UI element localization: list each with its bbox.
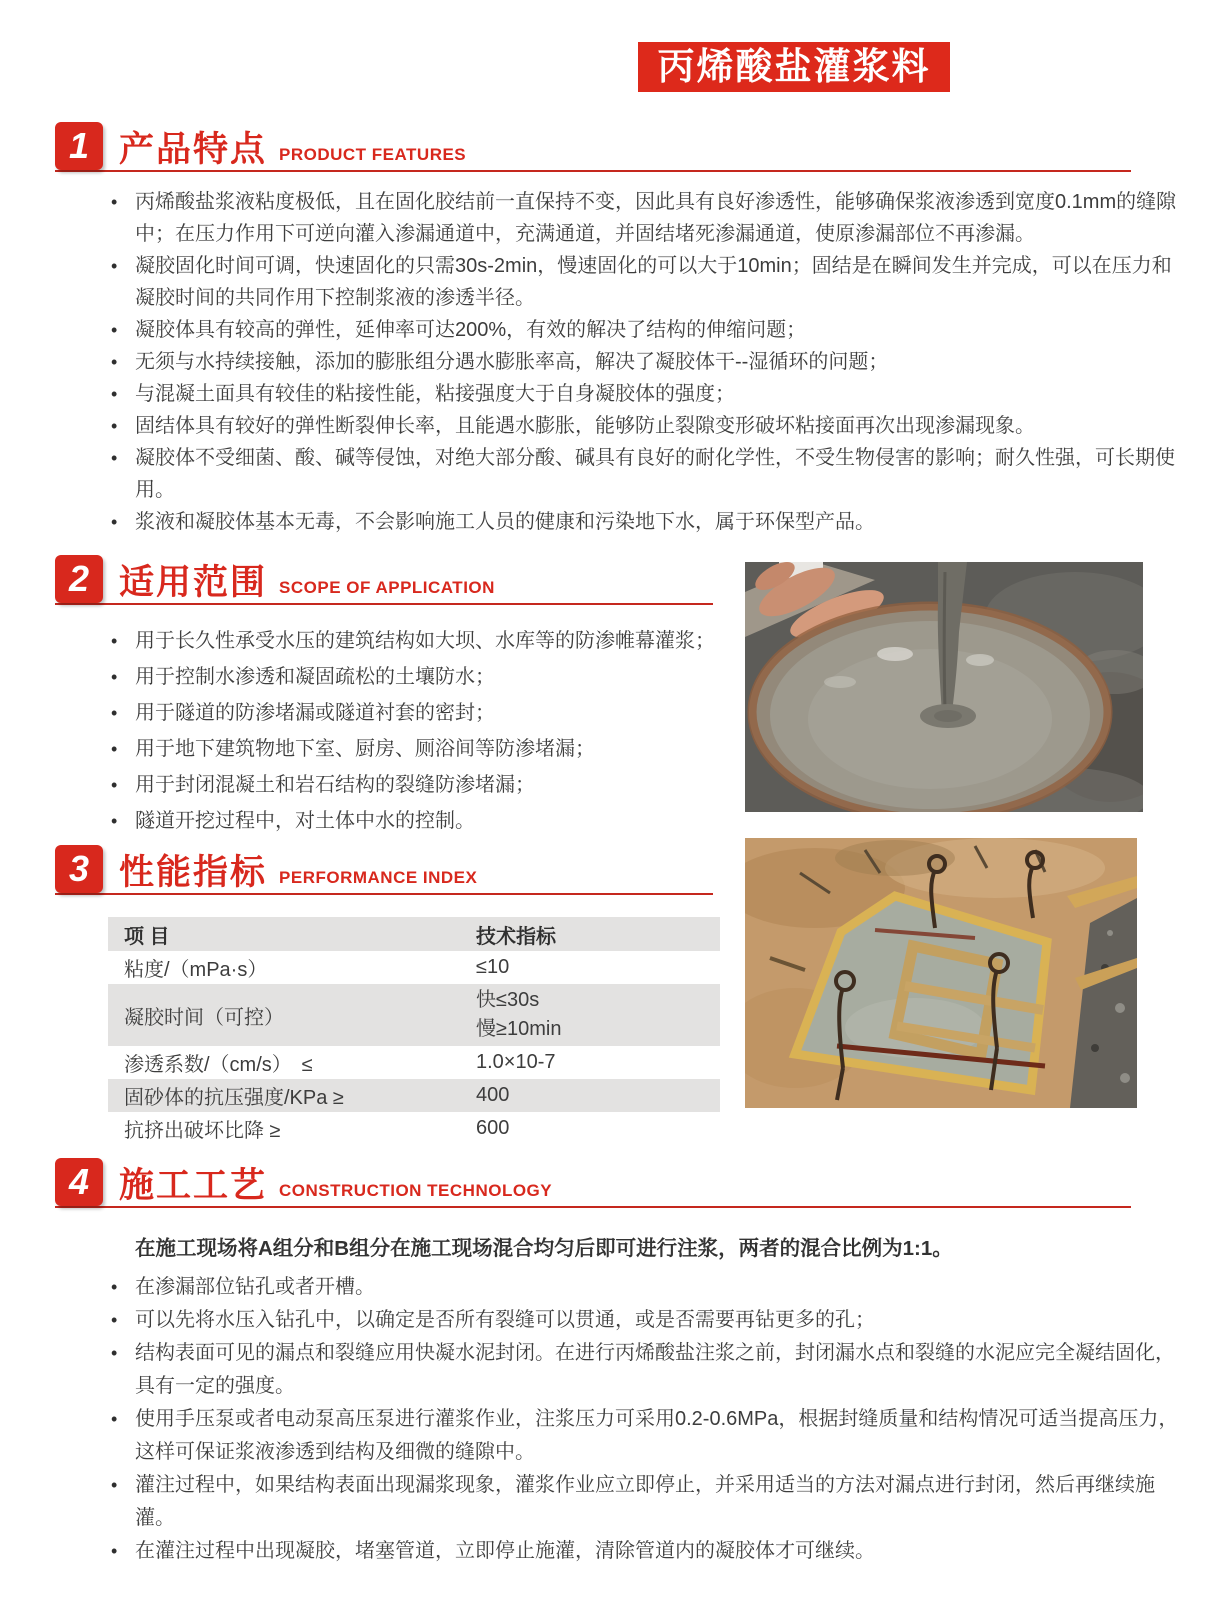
section-title: 产品特点	[119, 130, 268, 169]
spec-value-cell: ≤10	[476, 956, 510, 978]
bullet-item: • 用于长久性承受水压的建筑结构如大坝、水库等的防渗帷幕灌浆；	[55, 623, 735, 659]
spec-value-cell: 600	[476, 1117, 510, 1139]
table-row	[108, 984, 720, 1046]
column-header-value: 技术指标	[460, 917, 720, 951]
section-title: 适用范围	[119, 563, 268, 602]
bullet-item: • 固结体具有较好的弹性断裂伸长率，且能遇水膨胀，能够防止裂隙变形破坏粘接面再次出现渗漏现象。	[55, 410, 1187, 442]
bullet-item: • 无须与水持续接触，添加的膨胀组分遇水膨胀率高，解决了凝胶体干--湿循环的问题；	[55, 346, 1187, 378]
section-product-features	[55, 120, 1177, 538]
section-underline	[55, 893, 713, 895]
section-header	[55, 120, 1145, 170]
section-subtitle: PERFORMANCE INDEX	[279, 868, 478, 887]
section-number-badge: 1	[55, 122, 103, 170]
bullet-item: • 丙烯酸盐浆液粘度极低，且在固化胶结前一直保持不变，因此具有良好渗透性，能够确保浆液渗透到宽度0.1mm的缝隙中；在压力作用下可逆向灌入渗漏通道中，充满通道，并固结堵死渗漏通道，使原渗漏部位不再渗漏。	[55, 186, 1187, 250]
section-header	[55, 1156, 1145, 1206]
table-row	[108, 1079, 720, 1112]
grout-formwork-photo	[745, 838, 1137, 1108]
section-subtitle: SCOPE OF APPLICATION	[279, 578, 495, 597]
section-underline	[55, 170, 1131, 172]
bullet-item: • 用于地下建筑物地下室、厨房、厕浴间等防渗堵漏；	[55, 731, 735, 767]
spec-item-cell: 渗透系数/（cm/s） ≤	[124, 1054, 313, 1076]
feature-list	[55, 186, 1177, 538]
bullet-item: • 用于隧道的防渗堵漏或隧道衬套的密封；	[55, 695, 735, 731]
spec-value-cell	[460, 984, 720, 1046]
construction-step-list	[55, 1271, 1179, 1568]
grout-formwork-photo-art	[745, 838, 1137, 1108]
bullet-item: • 凝胶体不受细菌、酸、碱等侵蚀，对绝大部分酸、碱具有良好的耐化学性，不受生物侵害的影响；耐久性强，可长期使用。	[55, 442, 1187, 506]
section-construction-technology	[55, 1156, 1179, 1568]
bullet-item: • 在渗漏部位钻孔或者开槽。	[55, 1271, 1187, 1304]
bullet-item: • 用于封闭混凝土和岩石结构的裂缝防渗堵漏；	[55, 767, 735, 803]
grout-mixing-photo	[745, 562, 1143, 812]
spec-value-line: 慢≥10min	[476, 1018, 562, 1040]
spec-value-line: 快≤30s	[476, 989, 540, 1011]
section-number-badge: 2	[55, 555, 103, 603]
table-row	[108, 1112, 720, 1145]
table-header-row	[108, 917, 720, 951]
bullet-item: • 浆液和凝胶体基本无毒，不会影响施工人员的健康和污染地下水，属于环保型产品。	[55, 506, 1187, 538]
section-subtitle: CONSTRUCTION TECHNOLOGY	[279, 1181, 553, 1200]
bullet-item: • 在灌注过程中出现凝胶，堵塞管道，立即停止施灌，清除管道内的凝胶体才可继续。	[55, 1535, 1187, 1568]
bullet-item: • 使用手压泵或者电动泵高压泵进行灌浆作业，注浆压力可采用0.2-0.6MPa，根据封缝质量和结构情况可适当提高压力，这样可保证浆液渗透到结构及细微的缝隙中。	[55, 1403, 1187, 1469]
bullet-item: • 结构表面可见的漏点和裂缝应用快凝水泥封闭。在进行丙烯酸盐注浆之前，封闭漏水点和裂缝的水泥应完全凝结固化，具有一定的强度。	[55, 1337, 1187, 1403]
spec-item-cell: 粘度/（mPa·s）	[124, 959, 268, 981]
spec-item-cell: 凝胶时间（可控）	[124, 1006, 284, 1029]
table-row	[108, 1046, 720, 1079]
spec-value-cell: 400	[476, 1084, 510, 1106]
column-header-item: 项 目	[108, 917, 460, 951]
bullet-item: • 可以先将水压入钻孔中，以确定是否所有裂缝可以贯通，或是否需要再钻更多的孔；	[55, 1304, 1187, 1337]
section-number-badge: 4	[55, 1158, 103, 1206]
bullet-item: • 用于控制水渗透和凝固疏松的土壤防水；	[55, 659, 735, 695]
section-underline	[55, 1206, 1131, 1208]
bullet-item: • 灌注过程中，如果结构表面出现漏浆现象，灌浆作业应立即停止，并采用适当的方法对漏点进行封闭，然后再继续施灌。	[55, 1469, 1187, 1535]
table-row	[108, 951, 720, 984]
spec-item-cell: 抗挤出破坏比降 ≥	[124, 1120, 281, 1142]
section-number-badge: 3	[55, 845, 103, 893]
bullet-item: • 与混凝土面具有较佳的粘接性能，粘接强度大于自身凝胶体的强度；	[55, 378, 1187, 410]
performance-table	[108, 917, 720, 1145]
spec-item-cell: 固砂体的抗压强度/KPa ≥	[124, 1087, 344, 1109]
section-underline	[55, 603, 713, 605]
mixing-ratio-note: 在施工现场将A组分和B组分在施工现场混合均匀后即可进行注浆，两者的混合比例为1:1。	[135, 1237, 953, 1260]
spec-value-cell: 1.0×10-7	[476, 1051, 556, 1073]
section-subtitle: PRODUCT FEATURES	[279, 145, 467, 164]
section-title: 施工工艺	[119, 1166, 268, 1205]
section-title: 性能指标	[119, 853, 268, 892]
grout-mixing-photo-art	[745, 562, 1143, 812]
bullet-item: • 隧道开挖过程中，对土体中水的控制。	[55, 803, 735, 839]
bullet-item: • 凝胶体具有较高的弹性，延伸率可达200%，有效的解决了结构的伸缩问题；	[55, 314, 1187, 346]
product-title-banner: 丙烯酸盐灌浆料	[638, 42, 950, 92]
bullet-item: • 凝胶固化时间可调，快速固化的只需30s-2min，慢速固化的可以大于10min；固结是在瞬间发生并完成，可以在压力和凝胶时间的共同作用下控制浆液的渗透半径。	[55, 250, 1187, 314]
